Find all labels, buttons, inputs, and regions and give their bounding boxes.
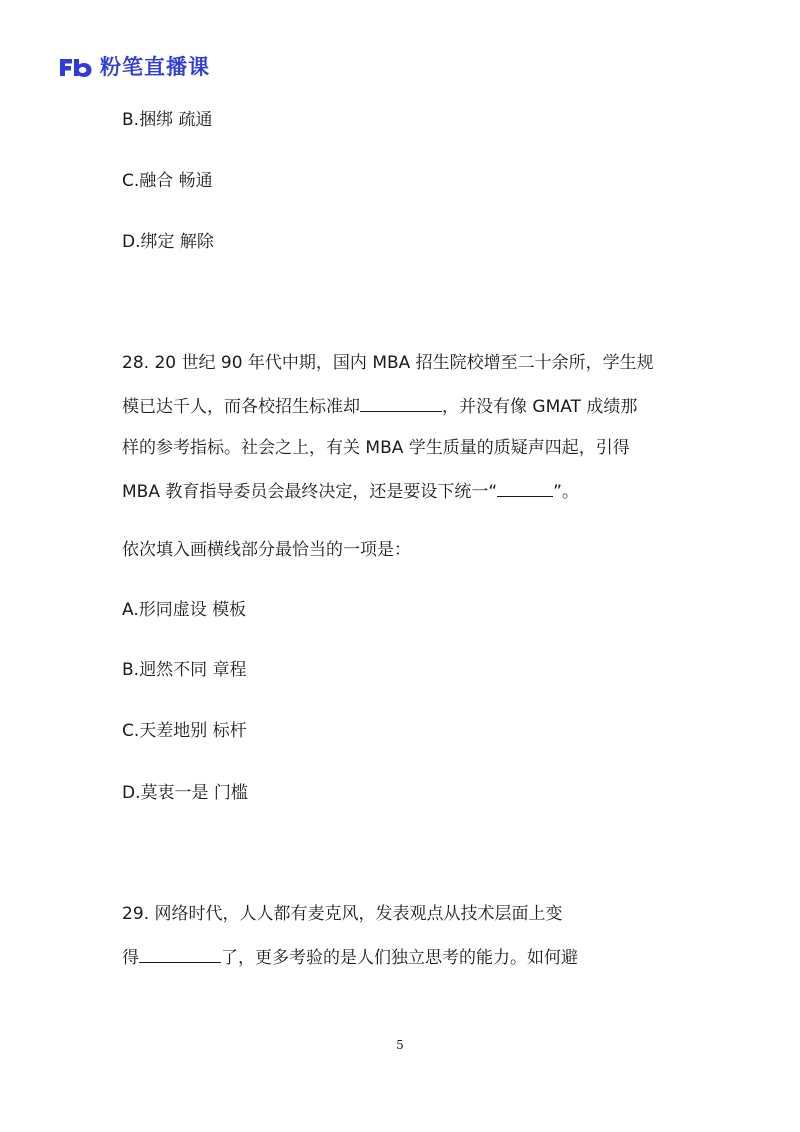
fb-logo-icon	[58, 56, 94, 78]
q28-line-1: 28. 20 世纪 90 年代中期，国内 MBA 招生院校增至二十余所，学生规	[122, 353, 654, 373]
q28-option-b: B.迥然不同 章程	[122, 660, 247, 680]
q29-line-2-text-b: 了，更多考验的是人们独立思考的能力。如何避	[221, 948, 578, 968]
q27-option-b: B.捆绑 疏通	[122, 110, 213, 130]
q28-blank-1	[360, 393, 442, 412]
q28-prompt: 依次填入画横线部分最恰当的一项是：	[122, 540, 411, 560]
q27-option-c: C.融合 畅通	[122, 171, 213, 191]
q29-line-2-text-a: 得	[122, 948, 139, 968]
q28-option-d: D.莫衷一是 门槛	[122, 783, 248, 803]
q28-blank-2	[497, 478, 553, 497]
q28-option-c: C.天差地别 标杆	[122, 721, 247, 741]
q28-line-4	[122, 478, 579, 504]
q27-option-d: D.绑定 解除	[122, 232, 214, 252]
header	[58, 54, 210, 80]
q28-line-4-text-a: MBA 教育指导委员会最终决定，还是要设下统一“	[122, 482, 498, 502]
q29-line-1: 29. 网络时代，人人都有麦克风，发表观点从技术层面上变	[122, 904, 563, 924]
q29-line-2	[122, 944, 578, 970]
q28-line-2	[122, 393, 637, 419]
q28-line-3: 样的参考指标。社会之上，有关 MBA 学生质量的质疑声四起，引得	[122, 438, 630, 458]
q28-option-a: A.形同虚设 模板	[122, 600, 247, 620]
q28-line-4-text-b: ”。	[553, 482, 579, 502]
brand-name: 粉笔直播课	[100, 55, 210, 79]
q28-line-2-text-a: 模已达千人，而各校招生标准却	[122, 397, 360, 417]
q28-line-2-text-b: ，并没有像 GMAT 成绩那	[442, 397, 638, 417]
page-number: 5	[396, 1038, 404, 1052]
q29-blank-1	[139, 944, 221, 963]
